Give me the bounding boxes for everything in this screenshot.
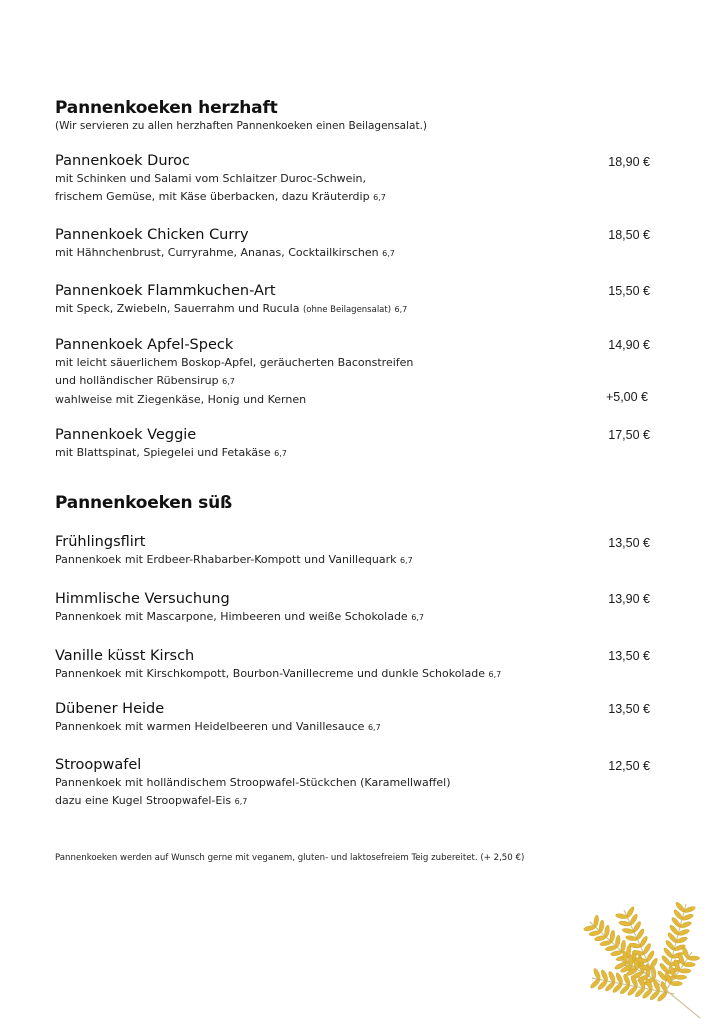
leaflet xyxy=(688,956,700,961)
menu-item-duebener-heide xyxy=(55,700,655,737)
item-price: 18,90 € xyxy=(608,155,650,169)
allergen-codes: 6,7 xyxy=(367,723,381,732)
item-name: Dübener Heide xyxy=(55,701,165,717)
allergen-codes: 6,7 xyxy=(222,377,235,386)
allergen-codes: 6,7 xyxy=(274,449,287,458)
leaflet xyxy=(670,981,682,986)
item-description-line: mit leicht säuerlichem Boskop-Apfel, geräucherten Baconstreifen xyxy=(55,356,414,369)
item-description-line: Pannenkoek mit warmen Heidelbeeren und Vanillesauce 6,7 xyxy=(55,720,381,733)
item-description-line: mit Hähnchenbrust, Curryrahme, Ananas, Cocktailkirschen 6,7 xyxy=(55,246,395,259)
item-name: Pannenkoek Flammkuchen-Art xyxy=(55,283,276,299)
item-description-line: und holländischer Rübensirup 6,7 xyxy=(55,374,235,387)
item-price: 13,50 € xyxy=(608,702,650,716)
menu-item-chicken-curry xyxy=(55,226,655,263)
section-title-sweet: Pannenkoeken süß xyxy=(55,493,233,513)
leaflet xyxy=(593,915,599,927)
allergen-codes: 6,7 xyxy=(373,193,386,202)
leaflet xyxy=(604,925,610,937)
leaflet xyxy=(615,935,621,947)
item-name: Vanille küsst Kirsch xyxy=(55,648,195,664)
item-description-line: frischem Gemüse, mit Käse überbacken, dazu Kräuterdip 6,7 xyxy=(55,190,386,203)
item-description-line: Pannenkoek mit holländischem Stroopwafel-Stückchen (Karamellwaffel) xyxy=(55,776,451,789)
item-price: 13,50 € xyxy=(608,536,650,550)
item-name: Pannenkoek Chicken Curry xyxy=(55,227,249,243)
leaflet xyxy=(675,975,687,980)
item-name: Himmlische Versuchung xyxy=(55,591,230,607)
dietary-footnote: Pannenkoeken werden auf Wunsch gerne mit veganem, gluten- und laktosefreiem Teig zubereitet. (+ 2,50 €) xyxy=(55,853,525,863)
menu-item-veggie xyxy=(55,426,655,463)
item-price: 12,50 € xyxy=(608,759,650,773)
item-name: Stroopwafel xyxy=(55,757,142,773)
menu-item-flammkuchen xyxy=(55,282,655,319)
item-name: Pannenkoek Duroc xyxy=(55,153,190,169)
allergen-codes: 6,7 xyxy=(382,249,395,258)
menu-item-duroc xyxy=(55,152,655,207)
item-price: 15,50 € xyxy=(608,284,650,298)
item-extra-price: +5,00 € xyxy=(605,390,648,404)
item-description-line: mit Speck, Zwiebeln, Sauerrahm und Rucula (ohne Beilagensalat) 6,7 xyxy=(55,302,408,315)
menu-item-himmlische-versuchung xyxy=(55,590,655,627)
golden-leaf-branch-icon xyxy=(582,900,704,1020)
item-price: 18,50 € xyxy=(608,228,650,242)
menu-item-vanille-kuesst-kirsch xyxy=(55,647,655,684)
item-price: 13,90 € xyxy=(608,592,650,606)
allergen-codes: 6,7 xyxy=(234,797,248,806)
leaflet xyxy=(609,930,615,942)
allergen-codes: 6,7 xyxy=(399,556,413,565)
item-name: Pannenkoek Veggie xyxy=(55,427,197,443)
section-note-savory: (Wir servieren zu allen herzhaften Pannenkoeken einen Beilagensalat.) xyxy=(55,120,428,132)
item-description-line: Pannenkoek mit Mascarpone, Himbeeren und weiße Schokolade 6,7 xyxy=(55,610,424,623)
item-price: 14,90 € xyxy=(608,338,650,352)
allergen-codes: 6,7 xyxy=(394,305,408,314)
leaflet xyxy=(683,962,695,967)
menu-item-fruehlingsflirt xyxy=(55,533,655,570)
item-price: 17,50 € xyxy=(608,428,650,442)
leaflet xyxy=(599,920,605,932)
leaflet xyxy=(679,969,691,974)
item-description-line: wahlweise mit Ziegenkäse, Honig und Kernen xyxy=(55,393,307,406)
menu-item-stroopwafel xyxy=(55,756,655,811)
item-description-line: Pannenkoek mit Kirschkompott, Bourbon-Vanillecreme und dunkle Schokolade 6,7 xyxy=(55,667,502,680)
item-name: Pannenkoek Apfel-Speck xyxy=(55,337,234,353)
item-description-line: mit Schinken und Salami vom Schlaitzer Duroc-Schwein, xyxy=(55,172,366,185)
leaflet xyxy=(620,940,626,952)
menu-item-apfel-speck xyxy=(55,336,655,409)
item-description-line: Pannenkoek mit Erdbeer-Rhabarber-Kompott und Vanillequark 6,7 xyxy=(55,553,413,566)
allergen-codes: 6,7 xyxy=(488,670,502,679)
allergen-codes: 6,7 xyxy=(411,613,424,622)
item-description-line: mit Blattspinat, Spiegelei und Fetakäse 6,7 xyxy=(55,446,287,459)
item-name: Frühlingsflirt xyxy=(55,534,146,550)
item-price: 13,50 € xyxy=(608,649,650,663)
item-description-line: dazu eine Kugel Stroopwafel-Eis 6,7 xyxy=(55,794,248,807)
section-title-savory: Pannenkoeken herzhaft xyxy=(55,98,278,118)
item-note: (ohne Beilagensalat) xyxy=(302,305,392,315)
